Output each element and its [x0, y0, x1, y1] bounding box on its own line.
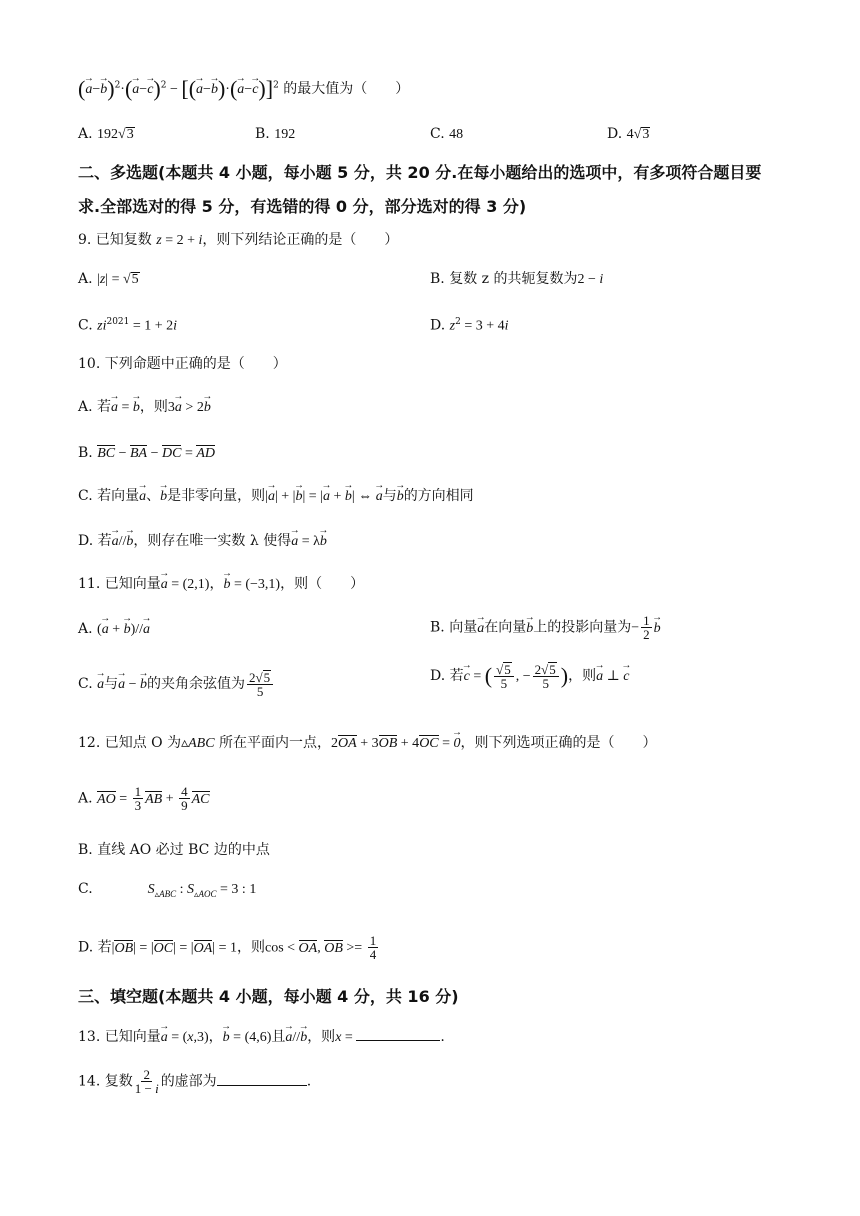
q8-question-tail: 的最大值为（ ）: [283, 81, 410, 97]
q12-stem: 12. 已知点 O 为▵ABC 所在平面内一点，2OA + 3OB + 4OC = → 0，则下列选项正确的是（ ）: [78, 735, 657, 751]
q8-expression-line: (→ $a-\to b)^2\cdot(\to a-\to c)^2$ − [(→ a−→ b)·(→ a−→ c)]$^2$ 的最大值为（ ）: [78, 78, 409, 100]
q8-option-d: D. 4√3: [607, 126, 650, 142]
q9-option-b: B. 复数 z 的共轭复数为2 − i: [430, 271, 604, 287]
q9-option-a: A. |z| = √5: [78, 271, 139, 287]
q13-answer-blank[interactable]: [356, 1040, 440, 1041]
q9-option-c: C. $zi^{2021} = 1 + 2i$: [78, 317, 178, 334]
q10-option-c: C. 若向量→ a、→ b是非零向量，则|→ a| + |→ b| = |→ a + → b| ⇔ → a与→ b的方向相同: [78, 489, 474, 504]
q11-stem: 11. 已知向量→ a = (2,1)，→ b = (−3,1)，则（ ）: [78, 577, 364, 592]
section2-heading-line2: 求.全部选对的得 5 分，有选错的得 0 分，部分选对的得 3 分): [78, 197, 527, 216]
section3-heading: 三、填空题(本题共 4 小题，每小题 4 分，共 16 分): [78, 987, 459, 1006]
q10-stem: 10. 下列命题中正确的是（ ）: [78, 356, 287, 372]
q14-answer-blank[interactable]: [217, 1085, 307, 1086]
q11-option-d: D. 若→ c = ( $\frac{√5}{5}$ , − $\frac{2√5}{5}$ )，则→ a ⊥ → c: [430, 662, 630, 690]
q9-stem: 9. 已知复数 z = 2 + i，则下列结论正确的是（ ）: [78, 232, 399, 248]
q11-option-b: B. 向量→ a在向量→ b上的投影向量为− $\frac{1}{2}$ → b: [430, 614, 661, 641]
q10-option-a: A. 若→ a = → b，则3→ a > 2→ b: [78, 400, 211, 415]
q11-option-a: A. (→ a + → b)//→ a: [78, 622, 150, 637]
q12-option-a: A. AO = $\frac{1}{3}$ AB + $\frac{4}{9}$ AC: [78, 784, 210, 813]
q14-stem: 14. 复数 $\frac{2}{1 - i}$ 的虚部为 .: [78, 1067, 312, 1096]
q8-option-a: A. 192√3: [78, 126, 134, 142]
q12-option-d: D. 若|OB| = |OC| = |OA| = 1，则cos < OA, OB >= $\frac{1}{4}$: [78, 933, 377, 962]
q10-option-d: D. 若→ a//→ b，则存在唯一实数 λ 使得→ a = λ→ b: [78, 534, 327, 549]
q8-option-c: C. 48: [430, 126, 464, 142]
q13-stem: 13. 已知向量→ a = (x,3)，→ b = (4,6)且→ a//→ b，则x = .: [78, 1030, 445, 1045]
q12-option-c: C. $S_{▵ABC}$ : $S_{▵AOC} = 3$ : 1: [78, 881, 257, 900]
q8-option-b: B. 192: [255, 126, 296, 142]
q10-option-b: B. BC − BA − DC = AD: [78, 445, 216, 461]
q11-option-c: C. → a与→ a − → b的夹角余弦值为 $\frac{2√5}{5}$: [78, 670, 275, 698]
q9-option-d: D. $z^2 = 3 + 4i$: [430, 317, 509, 334]
section2-heading-line1: 二、多选题(本题共 4 小题，每小题 5 分，共 20 分.在每小题给出的选项中，有多项符合题目要: [78, 163, 762, 182]
q12-option-b: B. 直线 AO 必过 BC 边的中点: [78, 842, 270, 858]
